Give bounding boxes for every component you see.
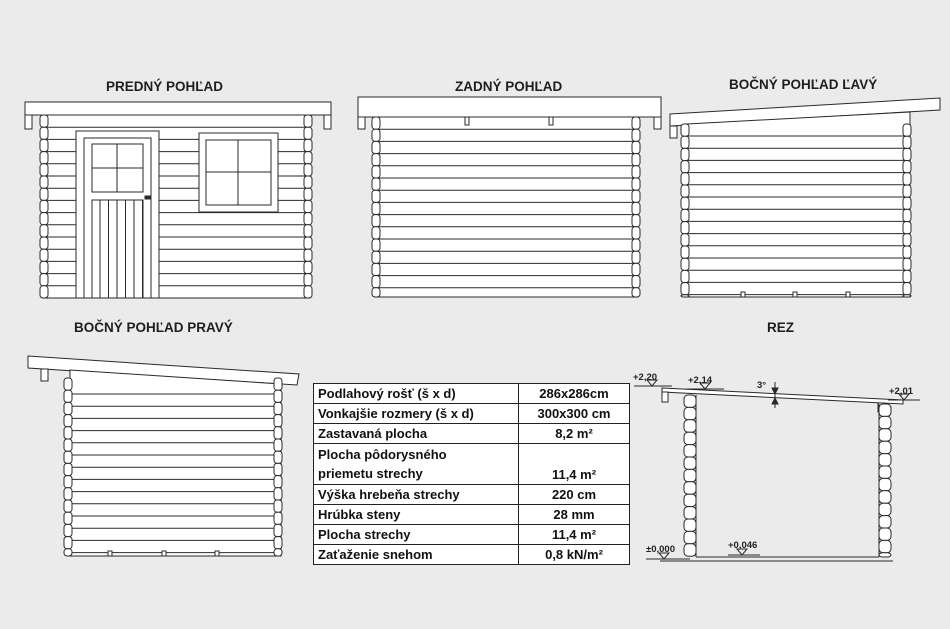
log-end bbox=[372, 178, 380, 190]
log-end bbox=[64, 549, 72, 556]
log-end bbox=[903, 173, 911, 185]
section-wall-logs bbox=[684, 395, 891, 557]
spec-value: 11,4 m² bbox=[519, 444, 630, 485]
log-end bbox=[681, 124, 689, 136]
log-end bbox=[632, 129, 640, 141]
section-log bbox=[684, 507, 696, 519]
spec-value: 300x300 cm bbox=[519, 404, 630, 424]
left-floor-joist bbox=[741, 292, 745, 297]
log-end bbox=[40, 139, 48, 151]
right-floor-joist bbox=[108, 551, 112, 556]
log-end bbox=[274, 537, 282, 549]
log-end bbox=[304, 274, 312, 286]
log-end bbox=[304, 286, 312, 298]
back-wall bbox=[378, 117, 638, 297]
section-view bbox=[634, 380, 920, 561]
log-end bbox=[40, 164, 48, 176]
log-end bbox=[372, 251, 380, 263]
spec-label: Podlahový rošť (š x d) bbox=[314, 384, 519, 404]
section-log bbox=[879, 454, 891, 466]
level-label: +0,046 bbox=[728, 540, 758, 551]
front-roof-board bbox=[25, 102, 331, 115]
log-end bbox=[40, 213, 48, 225]
log-end bbox=[903, 234, 911, 246]
log-end bbox=[372, 227, 380, 239]
section-log bbox=[879, 429, 891, 441]
log-end bbox=[372, 215, 380, 227]
log-end bbox=[40, 115, 48, 127]
door-handle bbox=[145, 196, 151, 199]
log-end bbox=[632, 202, 640, 214]
right-view-title: BOČNÝ POHĽAD PRAVÝ bbox=[74, 320, 233, 335]
section-log bbox=[684, 544, 696, 556]
spec-table bbox=[313, 383, 630, 565]
log-end bbox=[903, 222, 911, 234]
left-wall bbox=[687, 112, 910, 297]
log-end bbox=[64, 427, 72, 439]
section-roof bbox=[662, 388, 903, 404]
log-end bbox=[304, 188, 312, 200]
log-end bbox=[64, 463, 72, 475]
log-end bbox=[903, 148, 911, 160]
section-log bbox=[879, 466, 891, 478]
log-end bbox=[274, 500, 282, 512]
right-floor-joist bbox=[162, 551, 166, 556]
spec-label: Výška hrebeňa strechy bbox=[314, 485, 519, 505]
back-rafter-end bbox=[465, 117, 469, 125]
section-log bbox=[879, 528, 891, 540]
log-end bbox=[304, 139, 312, 151]
log-end bbox=[903, 270, 911, 282]
spec-label bbox=[314, 444, 519, 485]
log-end bbox=[903, 246, 911, 258]
log-end bbox=[372, 117, 380, 129]
log-end bbox=[681, 148, 689, 160]
log-end bbox=[64, 500, 72, 512]
log-end bbox=[304, 237, 312, 249]
section-log bbox=[879, 553, 891, 557]
section-log bbox=[684, 494, 696, 506]
log-end bbox=[274, 402, 282, 414]
section-log bbox=[684, 432, 696, 444]
spec-label-line: priemetu strechy bbox=[318, 466, 423, 481]
log-end bbox=[304, 127, 312, 139]
left-roof-fascia bbox=[670, 126, 677, 138]
section-title: REZ bbox=[767, 320, 794, 335]
log-end bbox=[274, 512, 282, 524]
section-log bbox=[684, 457, 696, 469]
log-end bbox=[632, 276, 640, 288]
log-end bbox=[903, 161, 911, 173]
section-log bbox=[879, 478, 891, 490]
log-end bbox=[274, 524, 282, 536]
spec-value: 11,4 m² bbox=[519, 525, 630, 545]
log-end bbox=[40, 200, 48, 212]
section-log bbox=[879, 491, 891, 503]
log-end bbox=[40, 274, 48, 286]
log-end bbox=[40, 176, 48, 188]
section-log bbox=[879, 540, 891, 552]
log-end bbox=[274, 378, 282, 390]
section-log bbox=[684, 531, 696, 543]
log-end bbox=[903, 295, 911, 297]
section-log bbox=[684, 395, 696, 407]
log-end bbox=[681, 173, 689, 185]
front-roof-fascia-left bbox=[25, 115, 32, 129]
log-end bbox=[64, 512, 72, 524]
log-end bbox=[64, 451, 72, 463]
log-end bbox=[681, 258, 689, 270]
log-end bbox=[681, 234, 689, 246]
level-label: +2,01 bbox=[889, 386, 914, 397]
log-end bbox=[903, 136, 911, 148]
right-floor-joist bbox=[215, 551, 219, 556]
spec-value: 0,8 kN/m² bbox=[519, 545, 630, 565]
table-row bbox=[314, 384, 630, 404]
spec-value: 28 mm bbox=[519, 505, 630, 525]
back-rafter-end bbox=[549, 117, 553, 125]
log-end bbox=[632, 288, 640, 297]
left-floor-joist bbox=[793, 292, 797, 297]
spec-label-line: Plocha pôdorysného bbox=[318, 447, 447, 462]
right-roof-fascia bbox=[41, 369, 48, 381]
left-view-title: BOČNÝ POHĽAD ĽAVÝ bbox=[729, 77, 878, 92]
log-end bbox=[40, 127, 48, 139]
log-end bbox=[372, 129, 380, 141]
log-end bbox=[372, 239, 380, 251]
log-end bbox=[64, 390, 72, 402]
table-row bbox=[314, 424, 630, 444]
back-view-title: ZADNÝ POHĽAD bbox=[455, 79, 563, 94]
log-end bbox=[64, 402, 72, 414]
log-end bbox=[681, 161, 689, 173]
log-end bbox=[372, 288, 380, 297]
section-log bbox=[684, 445, 696, 457]
front-roof-fascia-right bbox=[324, 115, 331, 129]
left-side-view bbox=[670, 98, 940, 297]
log-end bbox=[632, 251, 640, 263]
section-log bbox=[879, 441, 891, 453]
log-end bbox=[903, 209, 911, 221]
log-end bbox=[40, 237, 48, 249]
log-end bbox=[64, 439, 72, 451]
log-end bbox=[274, 463, 282, 475]
pitch-label: 3° bbox=[757, 380, 767, 391]
log-end bbox=[274, 390, 282, 402]
log-end bbox=[903, 197, 911, 209]
log-end bbox=[274, 439, 282, 451]
log-end bbox=[632, 190, 640, 202]
log-end bbox=[304, 176, 312, 188]
spec-label: Zastavaná plocha bbox=[314, 424, 519, 444]
section-fascia-left bbox=[662, 392, 668, 402]
log-end bbox=[64, 415, 72, 427]
log-end bbox=[40, 249, 48, 261]
log-end bbox=[274, 415, 282, 427]
log-end bbox=[304, 225, 312, 237]
right-side-view bbox=[28, 356, 299, 556]
back-roof-fascia-right bbox=[654, 117, 661, 129]
log-end bbox=[372, 202, 380, 214]
log-end bbox=[632, 178, 640, 190]
log-end bbox=[372, 263, 380, 275]
table-row bbox=[314, 545, 630, 565]
log-end bbox=[304, 200, 312, 212]
log-end bbox=[64, 378, 72, 390]
log-end bbox=[903, 283, 911, 295]
spec-value: 8,2 m² bbox=[519, 424, 630, 444]
log-end bbox=[304, 261, 312, 273]
log-end bbox=[64, 537, 72, 549]
log-end bbox=[681, 209, 689, 221]
log-end bbox=[372, 154, 380, 166]
spec-value: 220 cm bbox=[519, 485, 630, 505]
back-roof-fascia-left bbox=[358, 117, 365, 129]
log-end bbox=[40, 188, 48, 200]
log-end bbox=[681, 246, 689, 258]
log-end bbox=[632, 117, 640, 129]
log-end bbox=[681, 197, 689, 209]
section-log bbox=[879, 516, 891, 528]
log-end bbox=[40, 261, 48, 273]
log-end bbox=[681, 222, 689, 234]
log-end bbox=[372, 190, 380, 202]
level-label: +2,20 bbox=[633, 372, 658, 383]
log-end bbox=[681, 283, 689, 295]
section-log bbox=[684, 482, 696, 494]
log-end bbox=[304, 213, 312, 225]
spec-label: Plocha strechy bbox=[314, 525, 519, 545]
log-end bbox=[903, 185, 911, 197]
section-log bbox=[879, 404, 891, 416]
spec-value: 286x286cm bbox=[519, 384, 630, 404]
log-end bbox=[372, 166, 380, 178]
spec-label: Zaťaženie snehom bbox=[314, 545, 519, 565]
log-end bbox=[681, 136, 689, 148]
table-row bbox=[314, 485, 630, 505]
section-log bbox=[684, 469, 696, 481]
back-view bbox=[358, 97, 661, 297]
log-end bbox=[64, 488, 72, 500]
log-end bbox=[274, 488, 282, 500]
section-log bbox=[879, 416, 891, 428]
log-end bbox=[304, 164, 312, 176]
log-end bbox=[632, 263, 640, 275]
log-end bbox=[681, 295, 689, 297]
log-end bbox=[372, 141, 380, 153]
table-row bbox=[314, 525, 630, 545]
table-row bbox=[314, 444, 630, 485]
log-end bbox=[681, 185, 689, 197]
section-log bbox=[879, 503, 891, 515]
section-log bbox=[684, 519, 696, 531]
log-end bbox=[304, 115, 312, 127]
front-view bbox=[25, 102, 331, 298]
level-label: ±0,000 bbox=[646, 544, 675, 555]
front-view-title: PREDNÝ POHĽAD bbox=[106, 79, 224, 94]
log-end bbox=[632, 227, 640, 239]
log-end bbox=[372, 276, 380, 288]
level-label: +2,14 bbox=[688, 375, 713, 386]
spec-label: Hrúbka steny bbox=[314, 505, 519, 525]
log-end bbox=[903, 124, 911, 136]
log-end bbox=[632, 141, 640, 153]
log-end bbox=[40, 225, 48, 237]
log-end bbox=[681, 270, 689, 282]
back-roof-board bbox=[358, 97, 661, 117]
log-end bbox=[274, 476, 282, 488]
log-end bbox=[632, 154, 640, 166]
log-end bbox=[274, 451, 282, 463]
section-log bbox=[684, 420, 696, 432]
log-end bbox=[632, 239, 640, 251]
log-end bbox=[903, 258, 911, 270]
log-end bbox=[40, 152, 48, 164]
table-row bbox=[314, 505, 630, 525]
spec-label: Vonkajšie rozmery (š x d) bbox=[314, 404, 519, 424]
log-end bbox=[64, 476, 72, 488]
log-end bbox=[274, 427, 282, 439]
section-log bbox=[684, 407, 696, 419]
log-end bbox=[40, 286, 48, 298]
left-floor-joist bbox=[846, 292, 850, 297]
log-end bbox=[632, 215, 640, 227]
pitch-arrowhead bbox=[772, 398, 778, 404]
log-end bbox=[632, 166, 640, 178]
log-end bbox=[304, 152, 312, 164]
log-end bbox=[304, 249, 312, 261]
table-row bbox=[314, 404, 630, 424]
log-end bbox=[274, 549, 282, 556]
log-end bbox=[64, 524, 72, 536]
